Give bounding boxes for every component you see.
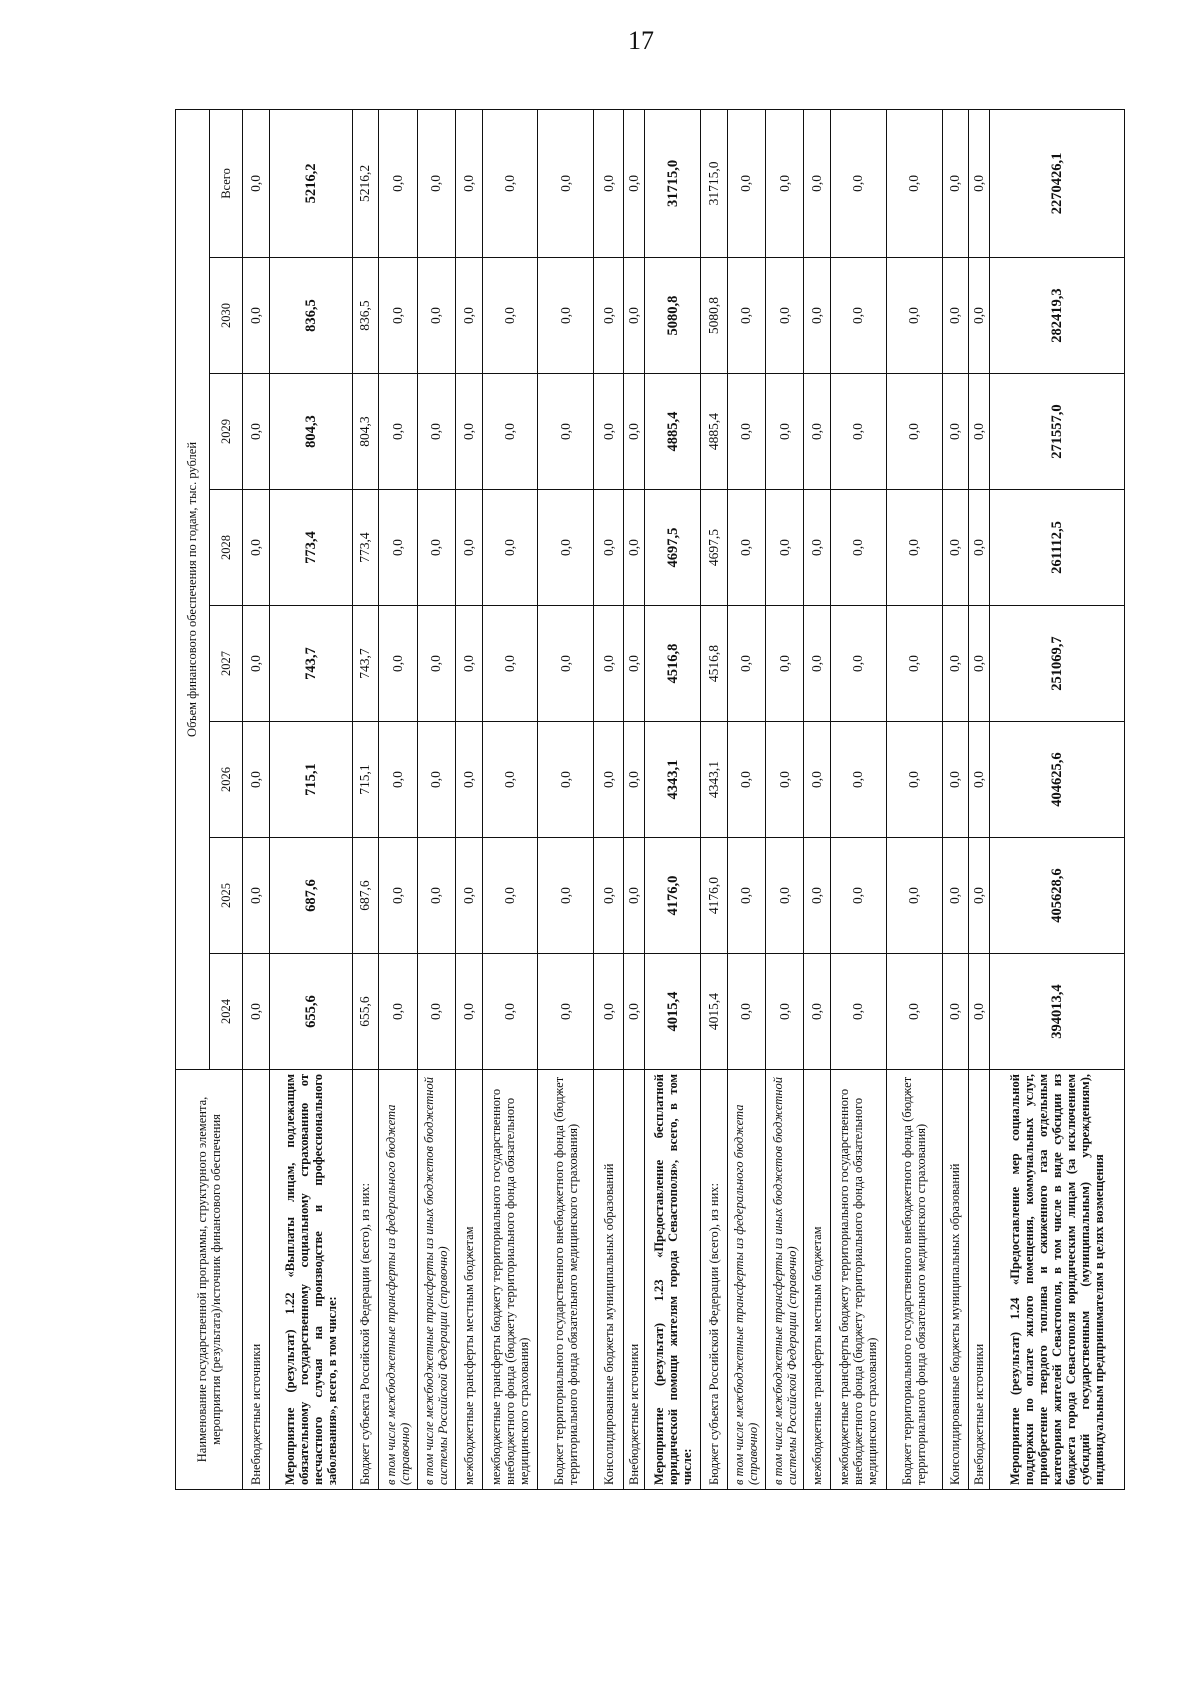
table-row — [270, 109, 352, 1489]
row-value: 687,6 — [270, 838, 352, 954]
row-value: 0,0 — [886, 722, 942, 838]
row-value: 261112,5 — [990, 490, 1125, 606]
row-value: 836,5 — [270, 258, 352, 374]
row-value: 0,0 — [804, 606, 831, 722]
row-name: в том числе межбюджетные трансферты из федерального бюджета (справочно) — [727, 1070, 765, 1490]
row-value: 0,0 — [379, 954, 417, 1070]
header-year: 2025 — [209, 838, 243, 954]
row-name: Мероприятие (результат) 1.23 «Предоставление бесплатной юридической помощи жителям города Севастополя», всего, в том числе: — [645, 1070, 701, 1490]
row-value: 0,0 — [969, 606, 990, 722]
row-value: 0,0 — [942, 490, 969, 606]
row-value-total: 0,0 — [417, 109, 455, 257]
row-value: 0,0 — [727, 258, 765, 374]
row-value: 0,0 — [624, 490, 645, 606]
row-value: 0,0 — [243, 722, 270, 838]
row-value-total: 0,0 — [243, 109, 270, 257]
row-value-total: 0,0 — [538, 109, 594, 257]
row-name: Внебюджетные источники — [969, 1070, 990, 1490]
row-value: 715,1 — [352, 722, 379, 838]
table-row — [455, 109, 482, 1489]
row-value: 0,0 — [831, 490, 887, 606]
row-value: 0,0 — [594, 954, 624, 1070]
row-name: Бюджет субъекта Российской Федерации (всего), из них: — [700, 1070, 727, 1490]
row-name: Бюджет субъекта Российской Федерации (всего), из них: — [352, 1070, 379, 1490]
row-name: в том числе межбюджетные трансферты из иных бюджетов бюджетной системы Российской Федерации (справочно) — [417, 1070, 455, 1490]
row-value: 0,0 — [831, 258, 887, 374]
row-value-total: 2270426,1 — [990, 109, 1125, 257]
row-value: 0,0 — [379, 606, 417, 722]
row-value: 0,0 — [379, 722, 417, 838]
row-name: межбюджетные трансферты местным бюджетам — [455, 1070, 482, 1490]
row-value: 0,0 — [624, 606, 645, 722]
row-value: 404625,6 — [990, 722, 1125, 838]
header-year: 2026 — [209, 722, 243, 838]
row-value: 394013,4 — [990, 954, 1125, 1070]
row-value: 0,0 — [379, 258, 417, 374]
table-row — [624, 109, 645, 1489]
row-value: 4343,1 — [645, 722, 701, 838]
table-row — [831, 109, 887, 1489]
row-value: 0,0 — [831, 722, 887, 838]
row-value: 804,3 — [270, 374, 352, 490]
row-value: 0,0 — [594, 490, 624, 606]
row-value: 836,5 — [352, 258, 379, 374]
row-value: 0,0 — [624, 258, 645, 374]
row-value-total: 0,0 — [594, 109, 624, 257]
row-value-total: 0,0 — [727, 109, 765, 257]
row-value: 0,0 — [942, 374, 969, 490]
row-value: 0,0 — [594, 722, 624, 838]
row-value: 0,0 — [417, 606, 455, 722]
table-row — [417, 109, 455, 1489]
row-value: 0,0 — [455, 838, 482, 954]
row-value: 0,0 — [804, 954, 831, 1070]
row-name: межбюджетные трансферты местным бюджетам — [804, 1070, 831, 1490]
row-value: 5080,8 — [645, 258, 701, 374]
row-value: 0,0 — [538, 374, 594, 490]
row-value: 0,0 — [243, 954, 270, 1070]
row-name: Внебюджетные источники — [624, 1070, 645, 1490]
row-value: 0,0 — [765, 490, 803, 606]
row-value: 0,0 — [455, 606, 482, 722]
row-name: межбюджетные трансферты бюджету территориального государственного внебюджетного фонда (бюджету территориального фонда обязательного медицинского страхования) — [831, 1070, 887, 1490]
table-row — [352, 109, 379, 1489]
row-value: 0,0 — [804, 838, 831, 954]
row-value-total: 0,0 — [379, 109, 417, 257]
row-value: 0,0 — [969, 838, 990, 954]
row-value: 0,0 — [727, 374, 765, 490]
row-value: 0,0 — [538, 258, 594, 374]
row-value: 0,0 — [727, 838, 765, 954]
row-name: Бюджет территориального государственного внебюджетного фонда (бюджет территориального фонда обязательного медицинского страхования) — [538, 1070, 594, 1490]
row-value: 4516,8 — [645, 606, 701, 722]
row-value-total: 5216,2 — [352, 109, 379, 257]
row-value: 0,0 — [765, 374, 803, 490]
row-value-total: 0,0 — [482, 109, 538, 257]
row-value: 687,6 — [352, 838, 379, 954]
row-value: 251069,7 — [990, 606, 1125, 722]
row-value: 0,0 — [765, 258, 803, 374]
row-value: 0,0 — [455, 722, 482, 838]
row-value: 282419,3 — [990, 258, 1125, 374]
row-value: 715,1 — [270, 722, 352, 838]
table-row — [645, 109, 701, 1489]
table-row — [990, 109, 1125, 1489]
row-value: 0,0 — [831, 374, 887, 490]
row-value: 0,0 — [455, 490, 482, 606]
row-value: 0,0 — [594, 258, 624, 374]
row-value: 0,0 — [804, 722, 831, 838]
row-value: 655,6 — [270, 954, 352, 1070]
row-value: 0,0 — [379, 490, 417, 606]
row-value: 0,0 — [969, 954, 990, 1070]
row-value: 0,0 — [831, 606, 887, 722]
table-row — [886, 109, 942, 1489]
row-value: 743,7 — [270, 606, 352, 722]
row-name: в том числе межбюджетные трансферты из федерального бюджета (справочно) — [379, 1070, 417, 1490]
row-name: Внебюджетные источники — [243, 1070, 270, 1490]
row-value-total: 0,0 — [942, 109, 969, 257]
row-value: 4697,5 — [645, 490, 701, 606]
row-value: 4343,1 — [700, 722, 727, 838]
row-value: 0,0 — [243, 606, 270, 722]
row-value: 4885,4 — [700, 374, 727, 490]
row-value: 0,0 — [594, 606, 624, 722]
row-value: 0,0 — [727, 606, 765, 722]
table-row — [700, 109, 727, 1489]
table-body — [243, 109, 1125, 1489]
row-value: 0,0 — [482, 258, 538, 374]
row-value-total: 0,0 — [886, 109, 942, 257]
row-value: 0,0 — [379, 374, 417, 490]
row-value: 0,0 — [969, 258, 990, 374]
row-value: 0,0 — [942, 258, 969, 374]
row-value: 0,0 — [538, 838, 594, 954]
table-row — [243, 109, 270, 1489]
row-value: 0,0 — [624, 374, 645, 490]
row-value: 4176,0 — [700, 838, 727, 954]
row-value: 4015,4 — [645, 954, 701, 1070]
row-value: 0,0 — [886, 258, 942, 374]
row-value: 0,0 — [727, 722, 765, 838]
table-row — [804, 109, 831, 1489]
row-value: 0,0 — [417, 838, 455, 954]
row-value: 0,0 — [417, 490, 455, 606]
header-total: Всего — [209, 109, 243, 257]
row-value: 0,0 — [804, 490, 831, 606]
header-year: 2027 — [209, 606, 243, 722]
table-row — [379, 109, 417, 1489]
row-value: 0,0 — [886, 374, 942, 490]
row-value: 0,0 — [538, 606, 594, 722]
row-value: 0,0 — [417, 258, 455, 374]
row-value: 0,0 — [942, 838, 969, 954]
row-value: 0,0 — [417, 954, 455, 1070]
row-value: 0,0 — [831, 954, 887, 1070]
row-value: 773,4 — [352, 490, 379, 606]
row-value: 0,0 — [969, 490, 990, 606]
row-value: 0,0 — [886, 606, 942, 722]
row-value: 0,0 — [969, 374, 990, 490]
row-value-total: 0,0 — [969, 109, 990, 257]
row-value: 4015,4 — [700, 954, 727, 1070]
row-value: 0,0 — [765, 838, 803, 954]
row-value: 743,7 — [352, 606, 379, 722]
table-row — [969, 109, 990, 1489]
row-value: 0,0 — [969, 722, 990, 838]
row-value: 4516,8 — [700, 606, 727, 722]
table-row — [538, 109, 594, 1489]
header-year: 2030 — [209, 258, 243, 374]
row-value: 0,0 — [804, 374, 831, 490]
row-value-total: 5216,2 — [270, 109, 352, 257]
row-name: Консолидированные бюджеты муниципальных образований — [942, 1070, 969, 1490]
row-value-total: 0,0 — [455, 109, 482, 257]
row-value: 271557,0 — [990, 374, 1125, 490]
row-value: 0,0 — [482, 490, 538, 606]
row-value: 0,0 — [594, 838, 624, 954]
header-name-column: Наименование государственной программы, структурного элемента, мероприятия (результата)/источник финансового обеспечения — [176, 1070, 243, 1490]
row-value: 0,0 — [482, 374, 538, 490]
row-value: 0,0 — [538, 722, 594, 838]
table-row — [594, 109, 624, 1489]
financing-table — [175, 109, 1125, 1490]
table-row — [765, 109, 803, 1489]
row-value: 0,0 — [765, 954, 803, 1070]
row-value: 0,0 — [831, 838, 887, 954]
row-value: 0,0 — [886, 954, 942, 1070]
row-value: 0,0 — [243, 258, 270, 374]
row-value: 4885,4 — [645, 374, 701, 490]
row-value: 0,0 — [243, 374, 270, 490]
row-name: Мероприятие (результат) 1.24 «Предоставление мер социальной поддержки по оплате жилого помещения, коммунальных услуг, приобретение твердого топлива и сжиженного газа отдельным категориям жителей Севастополя, в том числе в виде субсидии из бюджета города Севастополя юридическим лицам (за исключением субсидий государственным (муниципальным) учреждениям), индивидуальным предпринимателям в целях возмещения — [990, 1070, 1125, 1490]
row-name: в том числе межбюджетные трансферты из иных бюджетов бюджетной системы Российской Федерации (справочно) — [765, 1070, 803, 1490]
header-year: 2029 — [209, 374, 243, 490]
row-value: 0,0 — [243, 838, 270, 954]
row-value: 0,0 — [765, 722, 803, 838]
row-value: 0,0 — [942, 954, 969, 1070]
header-volume: Объем финансового обеспечения по годам, тыс. рублей — [176, 109, 210, 1069]
row-value: 0,0 — [417, 722, 455, 838]
row-value: 0,0 — [624, 722, 645, 838]
row-value: 0,0 — [624, 838, 645, 954]
row-value: 773,4 — [270, 490, 352, 606]
row-value: 0,0 — [455, 374, 482, 490]
row-value: 0,0 — [538, 954, 594, 1070]
row-value: 0,0 — [538, 490, 594, 606]
row-value-total: 0,0 — [765, 109, 803, 257]
row-value: 0,0 — [243, 490, 270, 606]
row-value: 4697,5 — [700, 490, 727, 606]
page-number: 17 — [628, 26, 654, 55]
row-value: 0,0 — [379, 838, 417, 954]
row-value-total: 0,0 — [831, 109, 887, 257]
row-value: 0,0 — [804, 258, 831, 374]
row-value: 4176,0 — [645, 838, 701, 954]
row-value: 0,0 — [594, 374, 624, 490]
row-value-total: 0,0 — [804, 109, 831, 257]
row-value: 0,0 — [482, 954, 538, 1070]
table-row — [482, 109, 538, 1489]
financing-table-rotated — [175, 110, 1125, 1490]
row-name: Консолидированные бюджеты муниципальных образований — [594, 1070, 624, 1490]
header-year: 2028 — [209, 490, 243, 606]
row-value: 0,0 — [482, 606, 538, 722]
row-value-total: 0,0 — [624, 109, 645, 257]
row-value: 0,0 — [942, 606, 969, 722]
row-value: 0,0 — [942, 722, 969, 838]
row-value: 0,0 — [624, 954, 645, 1070]
row-value-total: 31715,0 — [645, 109, 701, 257]
row-value: 0,0 — [482, 838, 538, 954]
row-value: 0,0 — [727, 954, 765, 1070]
row-value: 405628,6 — [990, 838, 1125, 954]
table-row — [942, 109, 969, 1489]
row-value: 655,6 — [352, 954, 379, 1070]
header-year: 2024 — [209, 954, 243, 1070]
row-name: Бюджет территориального государственного внебюджетного фонда (бюджет территориального фонда обязательного медицинского страхования) — [886, 1070, 942, 1490]
table-row — [727, 109, 765, 1489]
row-value-total: 31715,0 — [700, 109, 727, 257]
row-name: межбюджетные трансферты бюджету территориального государственного внебюджетного фонда (бюджету территориального фонда обязательного медицинского страхования) — [482, 1070, 538, 1490]
row-value: 0,0 — [482, 722, 538, 838]
row-value: 5080,8 — [700, 258, 727, 374]
row-value: 0,0 — [886, 490, 942, 606]
row-name: Мероприятие (результат) 1.22 «Выплаты лицам, подлежащим обязательному государственному социальному страхованию от несчастного случая на производстве и профессионального заболевания», всего, в том числе: — [270, 1070, 352, 1490]
row-value: 804,3 — [352, 374, 379, 490]
row-value: 0,0 — [455, 954, 482, 1070]
row-value: 0,0 — [417, 374, 455, 490]
row-value: 0,0 — [727, 490, 765, 606]
row-value: 0,0 — [765, 606, 803, 722]
row-value: 0,0 — [886, 838, 942, 954]
row-value: 0,0 — [455, 258, 482, 374]
